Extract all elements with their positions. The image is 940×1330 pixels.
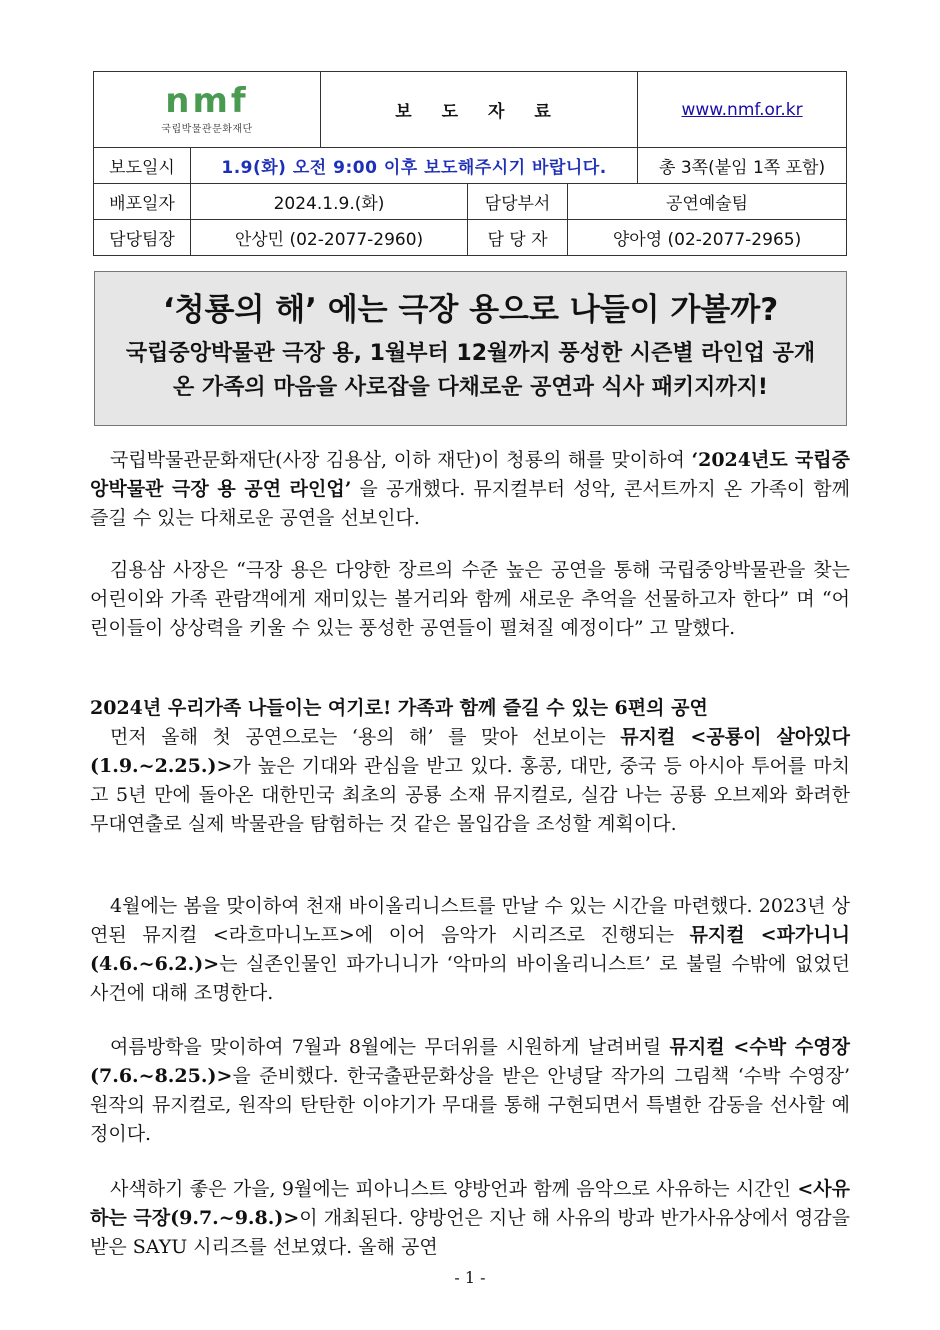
paragraph-3 xyxy=(90,723,850,839)
p3-show-title: 뮤지컬 <공룡이 살아있다(1.9.~2.25.)> xyxy=(90,726,850,777)
headline-sub-2: 온 가족의 마음을 사로잡을 다채로운 공연과 식사 패키지까지! xyxy=(173,375,768,400)
paragraph-1 xyxy=(90,446,850,533)
website-cell xyxy=(638,72,847,148)
p1-lineup-title: ‘2024년도 국립중앙박물관 극장 용 공연 라인업’ xyxy=(90,449,850,500)
p5-text-c: 을 준비했다. 한국출판문화상을 받은 안녕달 작가의 그림책 ‘수박 수영장’ 원작의 뮤지컬로, 원작의 탄탄한 이야기가 무대를 통해 구현되면서 특별한 감동을 선사할 예정이다. xyxy=(90,1065,850,1145)
headline-box xyxy=(94,271,847,426)
team-lead-value: 안상민 (02-2077-2960) xyxy=(191,220,468,256)
logo-text: 국립박물관문화재단 xyxy=(161,124,253,135)
section-heading: 2024년 우리가족 나들이는 여기로! 가족과 함께 즐길 수 있는 6편의 공연 xyxy=(90,697,708,719)
p4-text-c: 는 실존인물인 파가니니가 ‘악마의 바이올리니스트’ 로 불릴 수밖에 없었던 사건에 대해 조명한다. xyxy=(90,953,850,1004)
document-title: 보 도 자 료 xyxy=(321,72,638,148)
headline-main: ‘청룡의 해’ 에는 극장 용으로 나들이 가볼까? xyxy=(162,292,779,328)
release-label: 보도일시 xyxy=(94,148,191,184)
paragraph-5 xyxy=(90,1033,850,1149)
distribution-date: 2024.1.9.(화) xyxy=(191,184,468,220)
press-release-header-table xyxy=(93,71,847,256)
website-link[interactable]: www.nmf.or.kr xyxy=(681,99,803,120)
p5-text-a: 여름방학을 맞이하여 7월과 8월에는 무더위를 시원하게 날려버릴 xyxy=(110,1036,670,1058)
paragraph-4 xyxy=(90,892,850,1008)
p1-text-a: 국립박물관문화재단(사장 김용삼, 이하 재단)이 청룡의 해를 맞이하여 xyxy=(110,449,692,471)
nmf-logo: nmf xyxy=(165,81,249,121)
headline-sub-1: 국립중앙박물관 극장 용, 1월부터 12월까지 풍성한 시즌별 라인업 공개 xyxy=(125,341,816,366)
page-number: - 1 - xyxy=(454,1268,486,1287)
p1-text-c: 을 공개했다. 뮤지컬부터 성악, 콘서트까지 온 가족이 함께 즐길 수 있는 다채로운 공연을 선보인다. xyxy=(90,478,850,529)
release-value: 1.9(화) 오전 9:00 이후 보도해주시기 바랍니다. xyxy=(191,148,638,184)
p3-text-c: 가 높은 기대와 관심을 받고 있다. 홍콩, 대만, 중국 등 아시아 투어를 마치고 5년 만에 돌아온 대한민국 최초의 공룡 소재 뮤지컬로, 실감 나는 공룡 오브제와 화려한 무대연출로 실제 박물관을 탐험하는 것 같은 몰입감을 조성할 계획이다. xyxy=(90,755,850,835)
p6-text-a: 사색하기 좋은 가을, 9월에는 피아니스트 양방언과 함께 음악으로 사유하는 시간인 xyxy=(110,1178,798,1200)
p6-show-title: <사유하는 극장(9.7.~9.8.)> xyxy=(90,1178,850,1229)
logo-cell xyxy=(94,72,321,148)
p4-text-a: 4월에는 봄을 맞이하여 천재 바이올리니스트를 만날 수 있는 시간을 마련했다. 2023년 상연된 뮤지컬 <라흐마니노프>에 이어 음악가 시리즈로 진행되는 xyxy=(90,895,850,946)
p6-text-c: 이 개최된다. 양방언은 지난 해 사유의 방과 반가사유상에서 영감을 받은 SAYU 시리즈를 선보였다. 올해 공연 xyxy=(90,1207,850,1258)
staff-value: 양아영 (02-2077-2965) xyxy=(568,220,847,256)
department-value: 공연예술팀 xyxy=(568,184,847,220)
department-label: 담당부서 xyxy=(468,184,568,220)
p3-text-a: 먼저 올해 첫 공연으로는 ‘용의 해’ 를 맞아 선보이는 xyxy=(110,726,621,748)
staff-label: 담 당 자 xyxy=(468,220,568,256)
p5-show-title: 뮤지컬 <수박 수영장(7.6.~8.25.)> xyxy=(90,1036,850,1087)
distribution-label: 배포일자 xyxy=(94,184,191,220)
paragraph-2 xyxy=(90,556,850,643)
p2-text: 김용삼 사장은 “극장 용은 다양한 장르의 수준 높은 공연을 통해 국립중앙박물관을 찾는 어린이와 가족 관람객에게 재미있는 볼거리와 함께 새로운 추억을 선물하고자 한다” 며 “어린이들이 상상력을 키울 수 있는 풍성한 공연들이 펼쳐질 예정이다” 고 말했다. xyxy=(90,559,850,639)
page-count: 총 3쪽(붙임 1쪽 포함) xyxy=(638,148,847,184)
team-lead-label: 담당팀장 xyxy=(94,220,191,256)
paragraph-6 xyxy=(90,1175,850,1262)
p4-show-title: 뮤지컬 <파가니니(4.6.~6.2.)> xyxy=(90,924,850,975)
